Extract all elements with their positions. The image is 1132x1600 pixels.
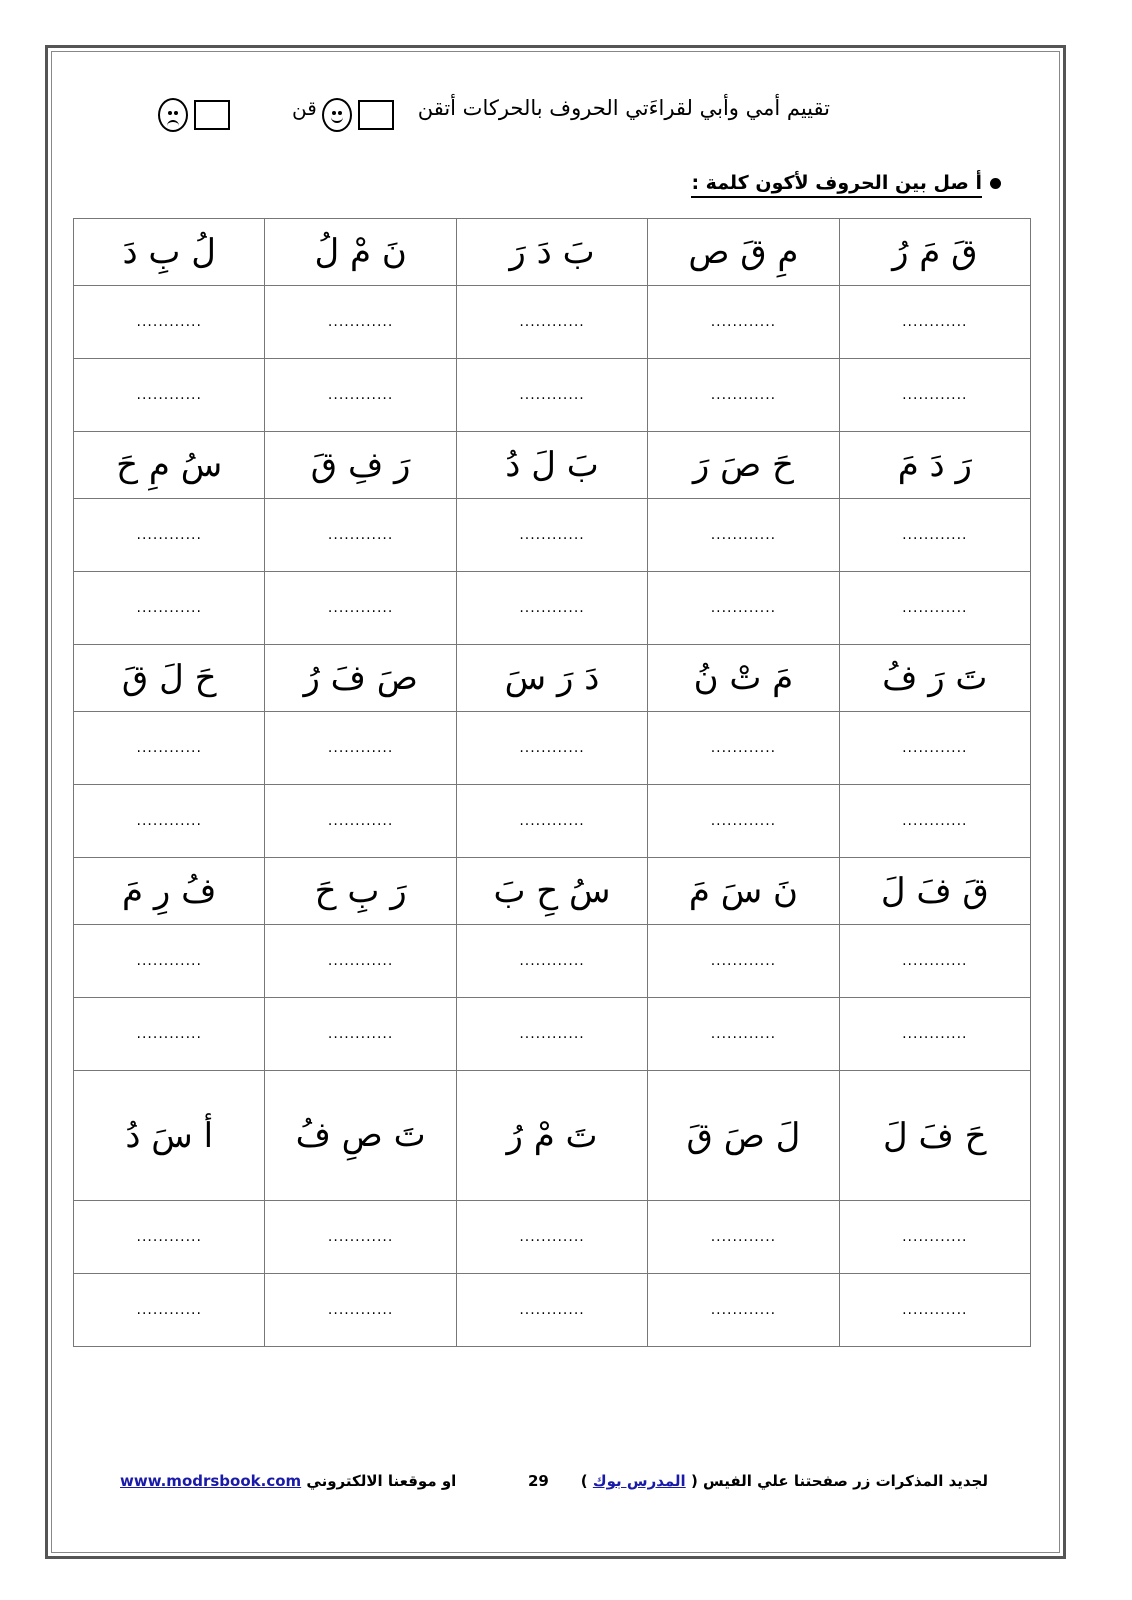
answer-cell[interactable]: ............ xyxy=(456,712,647,785)
answer-cell[interactable]: ............ xyxy=(265,998,456,1071)
letter-cell xyxy=(839,645,1030,712)
letters-text: نَ مْ لُ xyxy=(314,232,407,272)
evaluation-label-suffix: قن xyxy=(292,96,317,120)
answer-cell[interactable]: ............ xyxy=(265,925,456,998)
letters-text: حَ صَ رَ xyxy=(692,445,794,485)
answer-cell[interactable]: ............ xyxy=(265,499,456,572)
answer-row xyxy=(74,1201,1031,1274)
answer-row xyxy=(74,286,1031,359)
answer-cell[interactable]: ............ xyxy=(456,359,647,432)
answer-cell[interactable]: ............ xyxy=(839,359,1030,432)
footer-site-text: www.modrsbook.com او موقعنا الالكتروني xyxy=(120,1472,457,1490)
letters-text: بَ دَ رَ xyxy=(509,232,595,272)
answer-row xyxy=(74,785,1031,858)
answer-cell[interactable]: ............ xyxy=(265,785,456,858)
answer-cell[interactable]: ............ xyxy=(265,286,456,359)
letter-cell xyxy=(648,219,839,286)
smiley-face-icon xyxy=(322,98,352,132)
letter-cell xyxy=(265,645,456,712)
answer-cell[interactable]: ............ xyxy=(839,998,1030,1071)
letters-row xyxy=(74,432,1031,499)
letter-cell xyxy=(74,1071,265,1201)
footer xyxy=(120,1472,1000,1502)
answer-cell[interactable]: ............ xyxy=(74,499,265,572)
answer-row xyxy=(74,572,1031,645)
answer-row xyxy=(74,712,1031,785)
letter-cell xyxy=(74,645,265,712)
letters-text: رَ بِ حَ xyxy=(314,871,407,911)
letters-row xyxy=(74,219,1031,286)
answer-cell[interactable]: ............ xyxy=(648,785,839,858)
parent-evaluation xyxy=(150,92,830,142)
letters-worksheet-table xyxy=(73,218,1031,1347)
letter-cell xyxy=(74,219,265,286)
letter-cell xyxy=(74,858,265,925)
letters-text: مَ تْ نُ xyxy=(693,658,794,698)
answer-cell[interactable]: ............ xyxy=(839,785,1030,858)
letter-cell xyxy=(74,432,265,499)
letters-row xyxy=(74,858,1031,925)
facebook-page-link[interactable]: المدرس بوك xyxy=(592,1472,686,1490)
letters-text: حَ لَ قَ xyxy=(121,658,217,698)
answer-cell[interactable]: ............ xyxy=(456,925,647,998)
letter-cell xyxy=(456,858,647,925)
letters-text: فُ رِ مَ xyxy=(122,871,217,911)
answer-row xyxy=(74,998,1031,1071)
answer-cell[interactable]: ............ xyxy=(648,1274,839,1347)
letters-text: قَ فَ لَ xyxy=(880,871,989,911)
answer-cell[interactable]: ............ xyxy=(839,925,1030,998)
answer-cell[interactable]: ............ xyxy=(839,1201,1030,1274)
answer-cell[interactable]: ............ xyxy=(265,359,456,432)
letter-cell xyxy=(839,432,1030,499)
answer-cell[interactable]: ............ xyxy=(648,712,839,785)
letters-text: دَ رَ سَ xyxy=(504,658,600,698)
letters-text: أ سَ دُ xyxy=(125,1115,214,1156)
letters-text: نَ سَ مَ xyxy=(688,871,798,911)
letter-cell xyxy=(648,858,839,925)
answer-cell[interactable]: ............ xyxy=(648,286,839,359)
answer-cell[interactable]: ............ xyxy=(74,1201,265,1274)
answer-cell[interactable]: ............ xyxy=(839,1274,1030,1347)
answer-row xyxy=(74,1274,1031,1347)
letters-text: قَ مَ رُ xyxy=(892,232,978,272)
page-number: 29 xyxy=(528,1472,549,1490)
letters-text: سُ مِ حَ xyxy=(116,445,223,485)
letter-cell xyxy=(839,219,1030,286)
answer-cell[interactable]: ............ xyxy=(648,359,839,432)
mastered-checkbox[interactable] xyxy=(358,100,394,130)
answer-cell[interactable]: ............ xyxy=(839,286,1030,359)
letter-cell xyxy=(265,858,456,925)
sad-face-icon xyxy=(158,98,188,132)
letter-cell xyxy=(648,1071,839,1201)
letter-cell xyxy=(456,1071,647,1201)
answer-cell[interactable]: ............ xyxy=(456,1274,647,1347)
answer-cell[interactable]: ............ xyxy=(265,1201,456,1274)
answer-cell[interactable]: ............ xyxy=(648,1201,839,1274)
letter-cell xyxy=(456,432,647,499)
letter-cell xyxy=(456,219,647,286)
answer-cell[interactable]: ............ xyxy=(265,712,456,785)
instruction-heading: أ صل بين الحروف لأكون كلمة : xyxy=(691,172,982,194)
answer-row xyxy=(74,499,1031,572)
letters-text: سُ حِ بَ xyxy=(493,871,611,911)
answer-cell[interactable]: ............ xyxy=(74,572,265,645)
answer-cell[interactable]: ............ xyxy=(265,572,456,645)
letters-text: لُ بِ دَ xyxy=(122,232,216,272)
answer-cell[interactable]: ............ xyxy=(456,499,647,572)
letter-cell xyxy=(265,219,456,286)
answer-cell[interactable]: ............ xyxy=(456,286,647,359)
letters-text: تَ رَ فُ xyxy=(882,658,988,698)
letter-cell xyxy=(648,645,839,712)
letters-text: بَ لَ دُ xyxy=(505,445,599,485)
letters-text: صَ فَ رُ xyxy=(303,658,418,698)
answer-cell[interactable]: ............ xyxy=(456,998,647,1071)
bullet-icon xyxy=(990,178,1001,189)
letters-row xyxy=(74,645,1031,712)
answer-cell[interactable]: ............ xyxy=(74,998,265,1071)
website-link[interactable]: www.modrsbook.com xyxy=(120,1472,302,1490)
answer-cell[interactable]: ............ xyxy=(648,925,839,998)
letters-text: تَ صِ فُ xyxy=(295,1114,426,1155)
answer-cell[interactable]: ............ xyxy=(839,572,1030,645)
answer-cell[interactable]: ............ xyxy=(74,925,265,998)
answer-row xyxy=(74,359,1031,432)
letter-cell xyxy=(648,432,839,499)
letter-cell xyxy=(839,858,1030,925)
answer-cell[interactable]: ............ xyxy=(839,712,1030,785)
letters-text: رَ فِ قَ xyxy=(310,445,411,485)
answer-cell[interactable]: ............ xyxy=(74,712,265,785)
answer-cell[interactable]: ............ xyxy=(648,998,839,1071)
answer-cell[interactable]: ............ xyxy=(74,1274,265,1347)
answer-row xyxy=(74,925,1031,998)
letter-cell xyxy=(839,1071,1030,1201)
letters-text: تَ مْ رُ xyxy=(506,1115,598,1156)
letter-cell xyxy=(265,432,456,499)
letters-text: حَ فَ لَ xyxy=(883,1115,987,1156)
letters-text: مِ قَ ص xyxy=(688,232,799,272)
letters-text: رَ دَ مَ xyxy=(897,445,972,485)
answer-cell[interactable]: ............ xyxy=(456,785,647,858)
answer-cell[interactable]: ............ xyxy=(648,572,839,645)
not-mastered-checkbox[interactable] xyxy=(194,100,230,130)
answer-cell[interactable]: ............ xyxy=(74,785,265,858)
answer-cell[interactable]: ............ xyxy=(74,286,265,359)
answer-cell[interactable]: ............ xyxy=(265,1274,456,1347)
letters-row xyxy=(74,1071,1031,1201)
letters-text: لَ صَ قَ xyxy=(686,1115,801,1156)
footer-facebook-text: لجديد المذكرات زر صفحتنا علي الفيس ( المدرس بوك ) xyxy=(580,1472,988,1490)
answer-cell[interactable]: ............ xyxy=(839,499,1030,572)
letter-cell xyxy=(265,1071,456,1201)
evaluation-text: تقييم أمي وأبي لقراءَتي الحروف بالحركات أتقن xyxy=(417,96,830,120)
answer-cell[interactable]: ............ xyxy=(456,572,647,645)
answer-cell[interactable]: ............ xyxy=(648,499,839,572)
letter-cell xyxy=(456,645,647,712)
answer-cell[interactable]: ............ xyxy=(456,1201,647,1274)
answer-cell[interactable]: ............ xyxy=(74,359,265,432)
